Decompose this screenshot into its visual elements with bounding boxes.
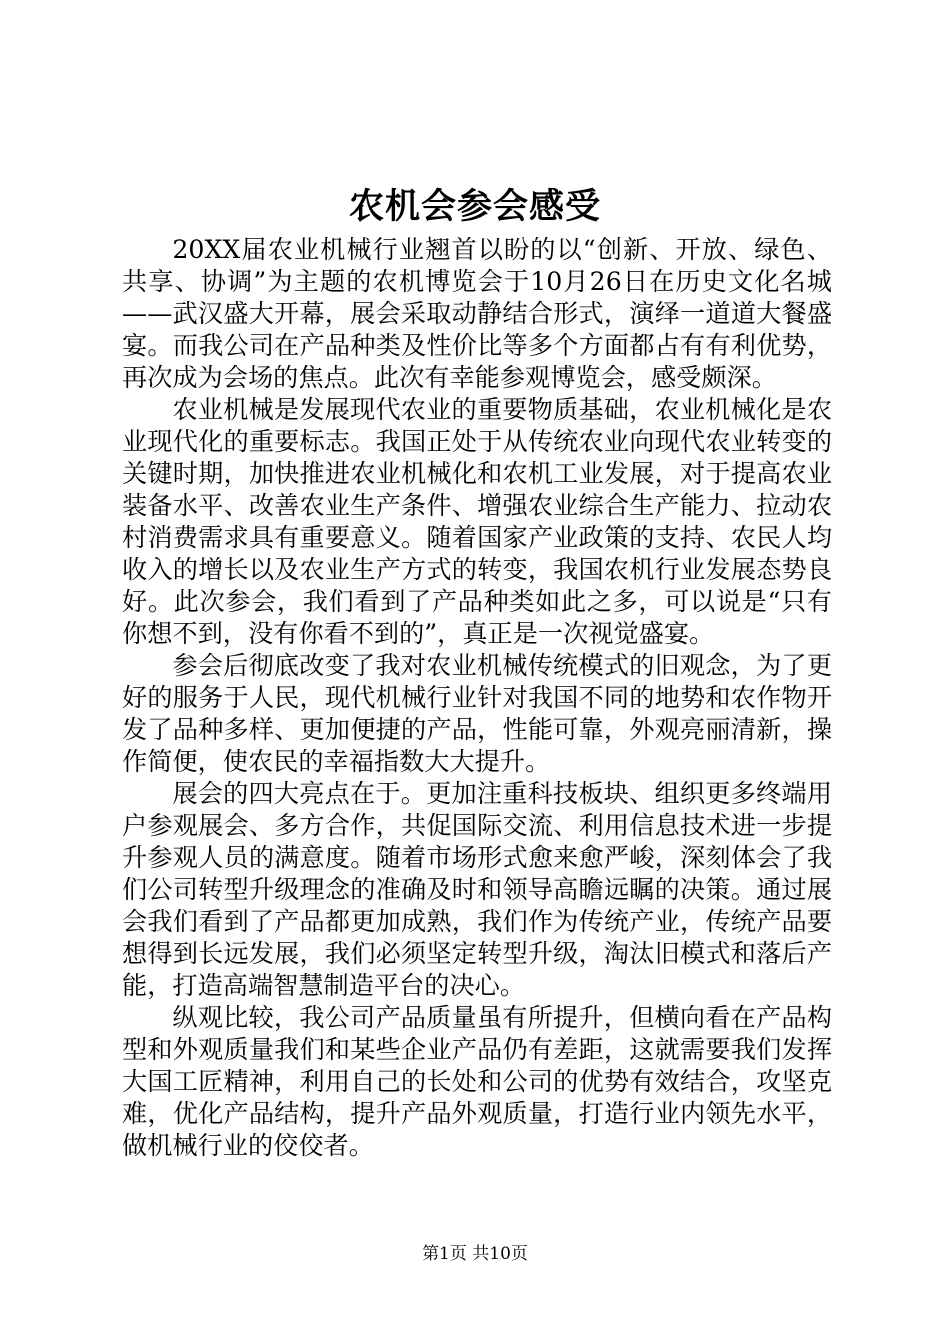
paragraph-1: 20XX届农业机械行业翘首以盼的以“创新、开放、绿色、共享、协调”为主题的农机博览会于10月26日在历史文化名城——武汉盛大开幕，展会采取动静结合形式，演绎一道道大餐盛宴。而我公司在产品种类及性价比等多个方面都占有有利优势，再次成为会场的焦点。此次有幸能参观博览会，感受颇深。 [122,235,832,392]
paragraph-5: 纵观比较，我公司产品质量虽有所提升，但横向看在产品构型和外观质量我们和某些企业产品仍有差距，这就需要我们发挥大国工匠精神，利用自己的长处和公司的优势有效结合，攻坚克难，优化产品结构，提升产品外观质量，打造行业内领先水平，做机械行业的佼佼者。 [122,1003,832,1160]
paragraph-4: 展会的四大亮点在于。更加注重科技板块、组织更多终端用户参观展会、多方合作，共促国际交流、利用信息技术进一步提升参观人员的满意度。随着市场形式愈来愈严峻，深刻体会了我们公司转型升级理念的准确及时和领导高瞻远瞩的决策。通过展会我们看到了产品都更加成熟，我们作为传统产业，传统产品要想得到长远发展，我们必须坚定转型升级，淘汰旧模式和落后产能，打造高端智慧制造平台的决心。 [122,779,832,1000]
document-body [122,234,832,1162]
paragraph-2: 农业机械是发展现代农业的重要物质基础，农业机械化是农业现代化的重要标志。我国正处于从传统农业向现代农业转变的关键时期，加快推进农业机械化和农机工业发展，对于提高农业装备水平、改善农业生产条件、增强农业综合生产能力、拉动农村消费需求具有重要意义。随着国家产业政策的支持、农民人均收入的增长以及农业生产方式的转变，我国农机行业发展态势良好。此次参会，我们看到了产品种类如此之多，可以说是“只有你想不到，没有你看不到的”，真正是一次视觉盛宴。 [122,395,832,648]
paragraph-3: 参会后彻底改变了我对农业机械传统模式的旧观念，为了更好的服务于人民，现代机械行业针对我国不同的地势和农作物开发了品种多样、更加便捷的产品，性能可靠，外观亮丽清新，操作简便，使农民的幸福指数大大提升。 [122,651,832,776]
page-footer: 第1页 共10页 [422,1244,528,1264]
document-title: 农机会参会感受 [348,187,601,227]
